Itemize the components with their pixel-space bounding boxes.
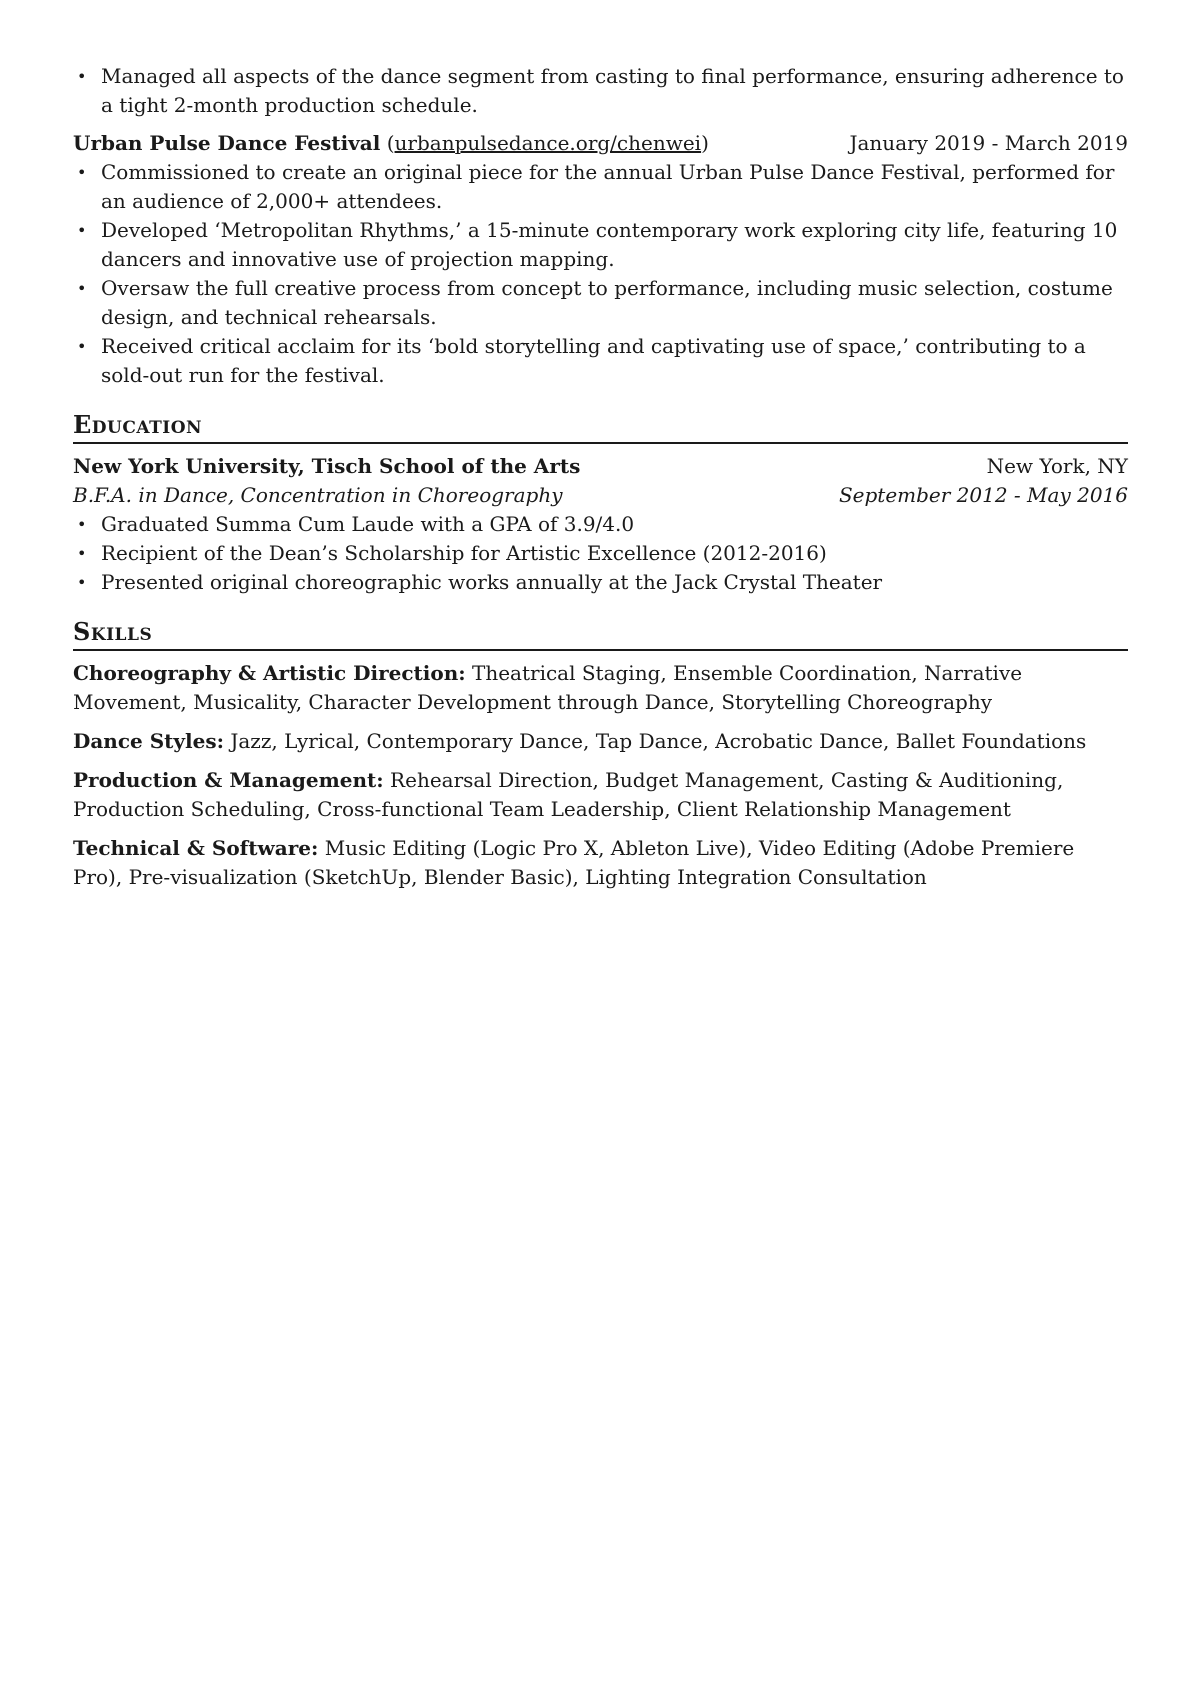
school-location: New York, NY [986, 454, 1128, 478]
skill-value: Theatrical Staging, Ensemble Coordination, Narrative Movement, Musicality, Character Development through Dance, Storytelling Choreography [73, 661, 1023, 714]
bullet-item: • Graduated Summa Cum Laude with a GPA of 3.9/4.0 [73, 510, 1128, 539]
education-heading: Education [73, 410, 1128, 444]
link-close-paren: ) [701, 131, 709, 155]
bullet-item: • Managed all aspects of the dance segment from casting to final performance, ensuring adherence to a tight 2-month production schedule. [73, 62, 1128, 120]
bullet-item: • Received critical acclaim for its ‘bold storytelling and captivating use of space,’ contributing to a sold-out run for the festival. [73, 332, 1128, 390]
bullet-item: • Developed ‘Metropolitan Rhythms,’ a 15-minute contemporary work exploring city life, featuring 10 dancers and innovative use of projection mapping. [73, 216, 1128, 274]
resume-page [73, 62, 1128, 892]
education-subheader [73, 481, 1128, 510]
skill-line [73, 766, 1128, 824]
skill-label: Technical & Software: [73, 836, 319, 860]
experience-entry-title: Urban Pulse Dance Festival [73, 131, 381, 155]
bullet-item: • Oversaw the full creative process from concept to performance, including music selection, costume design, and technical rehearsals. [73, 274, 1128, 332]
skill-label: Production & Management: [73, 768, 384, 792]
portfolio-link[interactable]: urbanpulsedance.org/chenwei [394, 131, 702, 155]
bullet-item: • Recipient of the Dean’s Scholarship for Artistic Excellence (2012-2016) [73, 539, 1128, 568]
bullet-item: • Commissioned to create an original piece for the annual Urban Pulse Dance Festival, performed for an audience of 2,000+ attendees. [73, 158, 1128, 216]
skill-value: Jazz, Lyrical, Contemporary Dance, Tap Dance, Acrobatic Dance, Ballet Foundations [230, 729, 1087, 753]
skill-line [73, 727, 1128, 756]
education-header [73, 452, 1128, 481]
education-bullets [73, 510, 1128, 597]
skills-heading: Skills [73, 617, 1128, 651]
experience-entry-dates: January 2019 - March 2019 [849, 131, 1128, 155]
prior-entry-bullets [73, 62, 1128, 120]
skill-value: Music Editing (Logic Pro X, Ableton Live), Video Editing (Adobe Premiere Pro), Pre-visualization (SketchUp, Blender Basic), Lighting Integration Consultation [73, 836, 1075, 889]
bullet-item: • Presented original choreographic works annually at the Jack Crystal Theater [73, 568, 1128, 597]
skill-label: Choreography & Artistic Direction: [73, 661, 466, 685]
experience-entry-bullets [73, 158, 1128, 390]
skill-value: Rehearsal Direction, Budget Management, Casting & Auditioning, Production Scheduling, Cross-functional Team Leadership, Client Relationship Management [73, 768, 1064, 821]
skill-line [73, 659, 1128, 717]
education-dates: September 2012 - May 2016 [838, 483, 1128, 507]
skill-line [73, 834, 1128, 892]
school-name: New York University, Tisch School of the Arts [73, 454, 581, 478]
link-open-paren: ( [386, 131, 395, 155]
experience-entry-title-group [73, 129, 709, 158]
skill-label: Dance Styles: [73, 729, 224, 753]
experience-entry-header [73, 129, 1128, 158]
degree: B.F.A. in Dance, Concentration in Choreography [73, 483, 563, 507]
